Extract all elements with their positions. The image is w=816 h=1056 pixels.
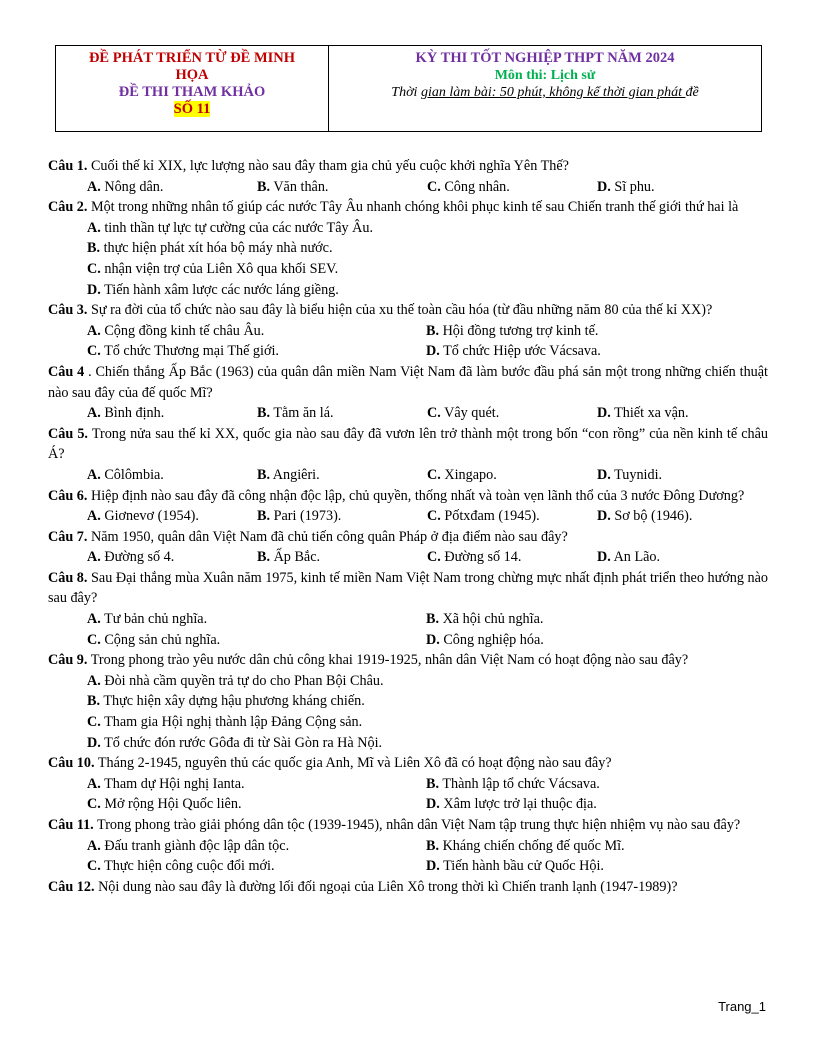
option-letter: D. [426, 631, 440, 648]
option-text: Cộng sản chủ nghĩa. [104, 631, 221, 648]
option-text: Tiến hành xâm lược các nước láng giềng. [104, 281, 339, 298]
answer-option[interactable] [257, 465, 427, 486]
option-text: Tổ chức đón rước Gôđa đi từ Sài Gòn ra Hà Nội. [104, 734, 383, 751]
option-letter: C. [427, 508, 441, 525]
question-item [48, 815, 768, 836]
question-text: Năm 1950, quân dân Việt Nam đã chủ tiến công quân Pháp ở địa điểm nào sau đây? [90, 528, 568, 545]
options-row [48, 506, 768, 527]
options-row [48, 177, 768, 198]
question-text: Hiệp định nào sau đây đã công nhận độc lập, chủ quyền, thống nhất và toàn vẹn lãnh thổ của 3 nước Đông Dương? [90, 487, 745, 504]
answer-option[interactable] [426, 774, 765, 795]
option-text: Đường số 4. [104, 549, 175, 566]
options-row [48, 836, 768, 857]
option-letter: C. [87, 858, 101, 875]
option-text: Đường số 14. [444, 549, 522, 566]
option-text: Đấu tranh giành độc lập dân tộc. [104, 837, 290, 854]
question-number: Câu 3. [48, 302, 88, 319]
question-number: Câu 9. [48, 652, 88, 669]
options-row [48, 630, 768, 651]
question-item [48, 568, 768, 609]
answer-option[interactable] [87, 259, 768, 280]
answer-option[interactable] [87, 836, 426, 857]
option-letter: C. [87, 343, 101, 360]
question-number: Câu 11. [48, 817, 94, 833]
option-letter: D. [597, 466, 611, 483]
option-text: Tuynidi. [614, 466, 663, 483]
option-letter: B. [257, 178, 271, 195]
answer-option[interactable] [87, 712, 768, 733]
question-number: Câu 5. [48, 425, 88, 442]
option-letter: B. [257, 549, 271, 566]
option-letter: D. [597, 178, 611, 195]
option-letter: A. [87, 549, 101, 566]
question-number: Câu 7. [48, 528, 88, 545]
option-letter: D. [87, 734, 101, 751]
option-letter: C. [87, 796, 101, 813]
option-text: Công nghiệp hóa. [443, 631, 544, 648]
option-letter: B. [426, 837, 440, 854]
answer-option[interactable] [427, 506, 597, 527]
option-text: Nông dân. [104, 178, 164, 195]
option-text: Tổ chức Hiệp ước Vácsava. [443, 343, 601, 360]
option-text: Tổ chức Thương mại Thế giới. [104, 343, 279, 360]
answer-option[interactable] [87, 280, 768, 301]
options-row [48, 691, 768, 712]
answer-option[interactable] [87, 321, 426, 342]
page-number: Trang_1 [718, 999, 766, 1014]
options-row [48, 733, 768, 754]
answer-option[interactable] [87, 341, 426, 362]
option-text: Thành lập tổ chức Vácsava. [442, 775, 600, 792]
option-letter: A. [87, 611, 101, 628]
option-letter: B. [87, 693, 101, 710]
header-source-line1: ĐỀ PHÁT TRIỂN TỪ ĐỀ MINH [88, 50, 296, 66]
option-letter: C. [427, 405, 441, 422]
option-letter: B. [257, 466, 271, 483]
option-text: Tham gia Hội nghị thành lập Đảng Cộng sản. [104, 714, 363, 731]
option-text: Đòi nhà cầm quyền trả tự do cho Phan Bội Châu. [104, 672, 384, 689]
question-item [48, 300, 768, 321]
question-text: Trong nửa sau thế kỉ XX, quốc gia nào sau đây đã vươn lên trở thành một trong bốn “con rồng” của nền kinh tế châu Á? [48, 425, 768, 463]
answer-option[interactable] [427, 547, 597, 568]
option-text: Công nhân. [444, 178, 510, 195]
question-text: Trong phong trào yêu nước dân chủ công khai 1919-1925, nhân dân Việt Nam có hoạt động nào sau đây? [90, 652, 689, 669]
option-text: Ấp Bắc. [273, 549, 321, 566]
option-text: Thực hiện công cuộc đổi mới. [104, 858, 275, 875]
answer-option[interactable] [87, 794, 426, 815]
option-letter: A. [87, 405, 101, 422]
options-row [48, 280, 768, 301]
answer-option[interactable] [426, 856, 765, 877]
option-letter: A. [87, 672, 101, 689]
option-text: Bình định. [104, 405, 165, 422]
option-letter: C. [87, 260, 101, 277]
answer-option[interactable] [426, 630, 765, 651]
option-text: nhận viện trợ của Liên Xô qua khối SEV. [104, 260, 339, 277]
answer-option[interactable] [427, 465, 597, 486]
answer-option[interactable] [426, 794, 765, 815]
option-letter: B. [426, 775, 440, 792]
question-number: Câu 4 [48, 363, 85, 380]
answer-option[interactable] [426, 341, 765, 362]
option-letter: D. [597, 549, 611, 566]
question-item [48, 486, 768, 507]
option-letter: B. [426, 322, 440, 339]
answer-option[interactable] [257, 403, 427, 424]
option-letter: D. [426, 796, 440, 813]
question-number: Câu 2. [48, 199, 88, 216]
answer-option[interactable] [87, 609, 426, 630]
header-exam-number: SỐ 11 [173, 101, 211, 117]
option-letter: C. [427, 178, 441, 195]
question-text: Tháng 2-1945, nguyên thủ các quốc gia Anh, Mĩ và Liên Xô đã có hoạt động nào sau đây? [97, 755, 612, 772]
option-text: Sĩ phu. [614, 178, 655, 195]
option-text: Pốtxđam (1945). [444, 508, 540, 525]
option-letter: A. [87, 322, 101, 339]
answer-option[interactable] [87, 177, 257, 198]
answer-option[interactable] [87, 238, 768, 259]
option-letter: D. [597, 405, 611, 422]
option-letter: B. [426, 611, 440, 628]
header-right-cell [329, 46, 761, 131]
question-number: Câu 1. [48, 158, 88, 174]
question-item [48, 197, 768, 218]
option-text: Kháng chiến chống đế quốc Mĩ. [442, 837, 625, 854]
option-letter: A. [87, 466, 101, 483]
question-list [48, 156, 768, 897]
option-text: tinh thần tự lực tự cường của các nước Tây Âu. [104, 219, 374, 236]
option-letter: C. [427, 549, 441, 566]
options-row [48, 794, 768, 815]
answer-option[interactable] [427, 403, 597, 424]
question-number: Câu 10. [48, 755, 95, 772]
header-subject: Môn thi: Lịch sử [494, 68, 596, 83]
options-row [48, 547, 768, 568]
header-time-limit: Thời gian làm bài: 50 phút, không kể thời gian phát đề [391, 85, 699, 100]
option-letter: C. [87, 714, 101, 731]
option-letter: D. [597, 508, 611, 525]
options-row [48, 403, 768, 424]
option-text: Xã hội chủ nghĩa. [442, 611, 544, 628]
answer-option[interactable] [426, 836, 765, 857]
answer-option[interactable] [427, 177, 597, 198]
question-item [48, 877, 768, 898]
option-text: Angiêri. [272, 466, 320, 483]
option-text: Pari (1973). [273, 508, 342, 525]
question-item [48, 753, 768, 774]
question-item [48, 424, 768, 465]
option-text: An Lão. [613, 549, 661, 566]
answer-option[interactable] [87, 733, 768, 754]
options-row [48, 712, 768, 733]
option-letter: B. [87, 240, 101, 257]
option-text: Tham dự Hội nghị Ianta. [104, 775, 245, 792]
question-item [48, 650, 768, 671]
header-left-cell [56, 46, 329, 131]
option-letter: A. [87, 837, 101, 854]
answer-option[interactable] [597, 547, 767, 568]
option-text: Cộng đồng kinh tế châu Âu. [104, 322, 265, 339]
answer-option[interactable] [87, 465, 257, 486]
question-text: Một trong những nhân tố giúp các nước Tây Âu nhanh chóng khôi phục kinh tế sau Chiến tranh thế giới thứ hai là [90, 199, 739, 216]
answer-option[interactable] [426, 321, 765, 342]
option-letter: C. [427, 466, 441, 483]
answer-option[interactable] [597, 465, 767, 486]
option-text: Tiến hành bầu cử Quốc Hội. [443, 858, 604, 875]
option-letter: D. [426, 858, 440, 875]
option-text: thực hiện phát xít hóa bộ máy nhà nước. [103, 240, 333, 257]
answer-option[interactable] [597, 506, 767, 527]
answer-option[interactable] [257, 506, 427, 527]
header-exam-title: KỲ THI TỐT NGHIỆP THPT NĂM 2024 [415, 50, 675, 66]
answer-option[interactable] [87, 218, 768, 239]
header-reference-title: ĐỀ THI THAM KHẢO [118, 84, 266, 100]
answer-option[interactable] [87, 671, 768, 692]
option-letter: D. [87, 281, 101, 298]
question-text: Cuối thế kỉ XIX, lực lượng nào sau đây tham gia chủ yếu cuộc khởi nghĩa Yên Thế? [90, 158, 569, 174]
question-text: Nội dung nào sau đây là đường lối đối ngoại của Liên Xô trong thời kì Chiến tranh lạnh (1947-1989)? [98, 878, 678, 895]
option-text: Tư bản chủ nghĩa. [104, 611, 208, 628]
option-text: Giơnevơ (1954). [104, 508, 199, 525]
question-text: Trong phong trào giải phóng dân tộc (1939-1945), nhân dân Việt Nam tập trung thực hiện nhiệm vụ nào sau đây? [97, 817, 741, 833]
options-row [48, 238, 768, 259]
option-letter: C. [87, 631, 101, 648]
options-row [48, 341, 768, 362]
option-letter: B. [257, 508, 271, 525]
answer-option[interactable] [87, 630, 426, 651]
question-number: Câu 8. [48, 569, 88, 586]
answer-option[interactable] [426, 609, 765, 630]
options-row [48, 218, 768, 239]
question-text: Sự ra đời của tổ chức nào sau đây là biểu hiện của xu thế toàn cầu hóa (từ đầu những năm 80 của thế kỉ XX)? [90, 302, 713, 319]
question-item [48, 362, 768, 403]
option-text: Văn thân. [273, 178, 329, 195]
option-letter: A. [87, 219, 101, 236]
answer-option[interactable] [87, 691, 768, 712]
option-letter: A. [87, 178, 101, 195]
option-letter: A. [87, 508, 101, 525]
answer-option[interactable] [87, 547, 257, 568]
answer-option[interactable] [87, 774, 426, 795]
question-item [48, 156, 768, 177]
answer-option[interactable] [257, 177, 427, 198]
exam-header [55, 45, 762, 132]
question-item [48, 527, 768, 548]
answer-option[interactable] [87, 856, 426, 877]
option-text: Hội đồng tương trợ kinh tế. [442, 322, 599, 339]
options-row [48, 321, 768, 342]
options-row [48, 774, 768, 795]
option-text: Mở rộng Hội Quốc liên. [104, 796, 242, 813]
option-text: Côlômbia. [104, 466, 164, 483]
option-text: Xâm lược trở lại thuộc địa. [443, 796, 597, 813]
option-text: Tằm ăn lá. [273, 405, 334, 422]
options-row [48, 465, 768, 486]
options-row [48, 609, 768, 630]
option-text: Xingapo. [444, 466, 497, 483]
options-row [48, 259, 768, 280]
option-text: Thực hiện xây dựng hậu phương kháng chiến. [103, 693, 365, 710]
question-number: Câu 12. [48, 878, 95, 895]
question-text: Sau Đại thắng mùa Xuân năm 1975, kinh tế miền Nam Việt Nam trong chừng mực nhất định phát triển theo hướng nào sau đây? [48, 569, 769, 607]
answer-option[interactable] [87, 403, 257, 424]
answer-option[interactable] [87, 506, 257, 527]
option-text: Thiết xa vận. [614, 405, 689, 422]
option-text: Sơ bộ (1946). [614, 508, 693, 525]
answer-option[interactable] [257, 547, 427, 568]
option-text: Vây quét. [444, 405, 500, 422]
question-number: Câu 6. [48, 487, 88, 504]
option-letter: A. [87, 775, 101, 792]
header-source-line2: HỌA [175, 67, 209, 83]
option-letter: B. [257, 405, 271, 422]
answer-option[interactable] [597, 403, 767, 424]
options-row [48, 671, 768, 692]
option-letter: D. [426, 343, 440, 360]
question-text: . Chiến thắng Ấp Bắc (1963) của quân dân miền Nam Việt Nam đã làm bước đầu phá sản một trong những chiến thuật nào sau đây của đế quốc Mĩ? [48, 363, 769, 401]
answer-option[interactable] [597, 177, 767, 198]
options-row [48, 856, 768, 877]
